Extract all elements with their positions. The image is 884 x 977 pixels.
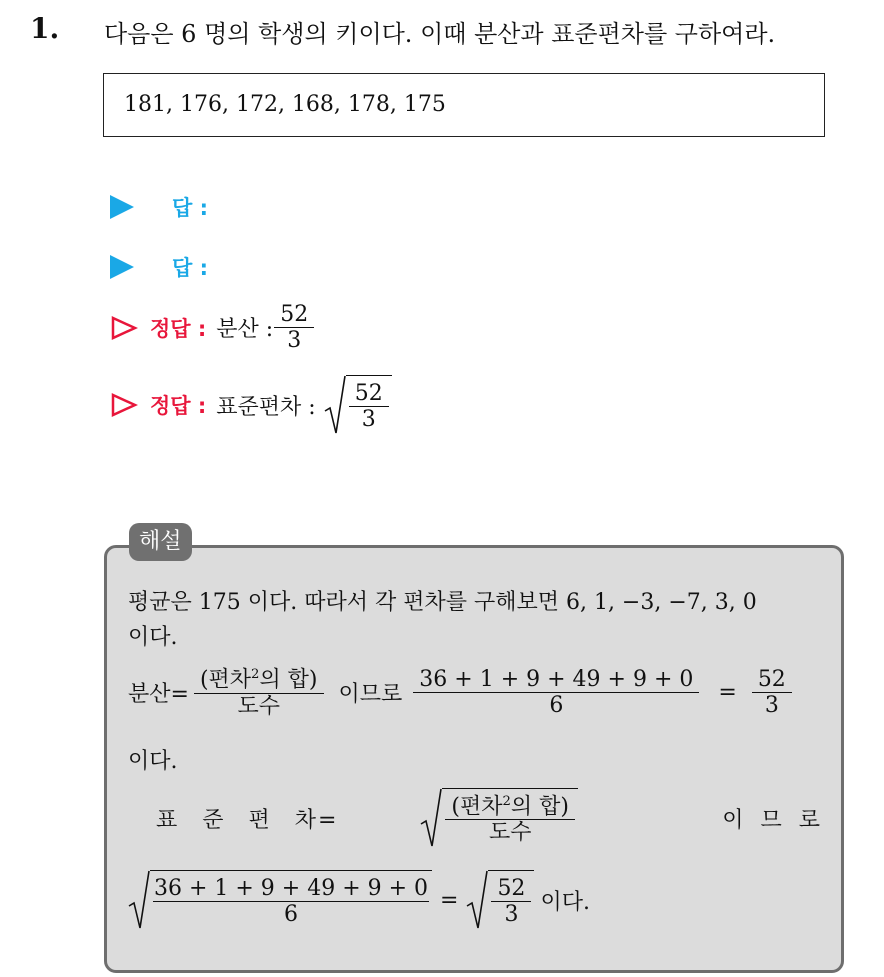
- sqrt-expression: [420, 788, 578, 848]
- final-formula: [128, 870, 590, 930]
- fraction-numerator: 52: [280, 302, 309, 327]
- sum-fraction: [416, 667, 696, 719]
- numerator-part-b: 의 합): [259, 667, 318, 693]
- play-triangle-icon: [110, 195, 134, 219]
- fraction-denominator: 도수: [194, 693, 324, 719]
- fraction-denominator: 6: [153, 901, 429, 927]
- correct-text: 표준편차 :: [216, 394, 316, 420]
- exponent: 2: [502, 793, 511, 809]
- solution-tab: 해설: [129, 523, 192, 561]
- sqrt-expression: [324, 375, 392, 435]
- outline-triangle-icon: [110, 315, 138, 341]
- variance-fraction: [277, 302, 311, 354]
- correct-answer-std: [110, 375, 392, 435]
- question-number: 1.: [30, 12, 60, 45]
- radical-sign-icon: [420, 788, 442, 848]
- outline-triangle-icon: [110, 392, 138, 418]
- correct-label: 정답 :: [150, 394, 207, 418]
- variance-formula: [128, 667, 820, 719]
- fraction-numerator: 52: [354, 380, 383, 406]
- question-text: 다음은 6 명의 학생의 키이다. 이때 분산과 표준편차를 구하여라.: [104, 20, 776, 48]
- radical-sign-icon: [128, 870, 150, 930]
- deviation-fraction: [197, 667, 321, 719]
- answer-label: 답 :: [172, 196, 208, 220]
- play-triangle-icon: [110, 255, 134, 279]
- fraction-denominator: 3: [752, 692, 792, 718]
- fraction-numerator: 52: [757, 667, 786, 693]
- radical-sign-icon: [324, 375, 346, 435]
- numerator-part-b: 의 합): [510, 793, 569, 819]
- radical-sign-icon: [466, 870, 488, 930]
- solution-line-4: 이다.: [128, 749, 178, 774]
- data-values: 181, 176, 172, 168, 178, 175: [124, 92, 446, 117]
- correct-answer-variance: [110, 302, 315, 354]
- std-formula: [128, 788, 820, 848]
- fraction-numerator: 36 + 1 + 9 + 49 + 9 + 0: [153, 875, 429, 901]
- solution-line-1: 평균은 175 이다. 따라서 각 편차를 구해보면 6, 1, −3, −7, 3, 0: [128, 590, 757, 615]
- variance-prefix: 분산=: [128, 682, 189, 708]
- fraction-denominator: 3: [274, 327, 314, 353]
- numerator-part-a: (편차: [199, 667, 252, 693]
- fraction-numerator: 52: [497, 875, 526, 901]
- result-fraction: [755, 667, 789, 719]
- answer-row-2: [110, 252, 208, 282]
- fraction-denominator: 6: [413, 692, 699, 718]
- fraction-denominator: 도수: [445, 819, 575, 845]
- equals-sign: =: [718, 680, 737, 706]
- answer-row-1: [110, 192, 208, 222]
- std-prefix: 표 준 편 차=: [156, 807, 339, 833]
- final-tail: 이다.: [540, 889, 590, 915]
- data-box: [103, 73, 825, 137]
- sqrt-expression: [466, 870, 534, 930]
- fraction-numerator: 36 + 1 + 9 + 49 + 9 + 0: [419, 667, 694, 693]
- exponent: 2: [251, 667, 260, 682]
- correct-label: 정답 :: [150, 316, 207, 341]
- equals-sign: =: [440, 887, 459, 913]
- sqrt-expression: [128, 870, 432, 930]
- correct-text: 분산 :: [216, 317, 274, 343]
- fraction-denominator: 3: [349, 406, 389, 432]
- imuro-spaced-text: 이 므 로: [722, 807, 820, 833]
- fraction-denominator: 3: [491, 901, 531, 927]
- answer-label: 답 :: [172, 256, 208, 280]
- imuro-text: 이므로: [338, 682, 403, 708]
- solution-line-2: 이다.: [128, 625, 178, 650]
- numerator-part-a: (편차: [451, 793, 503, 819]
